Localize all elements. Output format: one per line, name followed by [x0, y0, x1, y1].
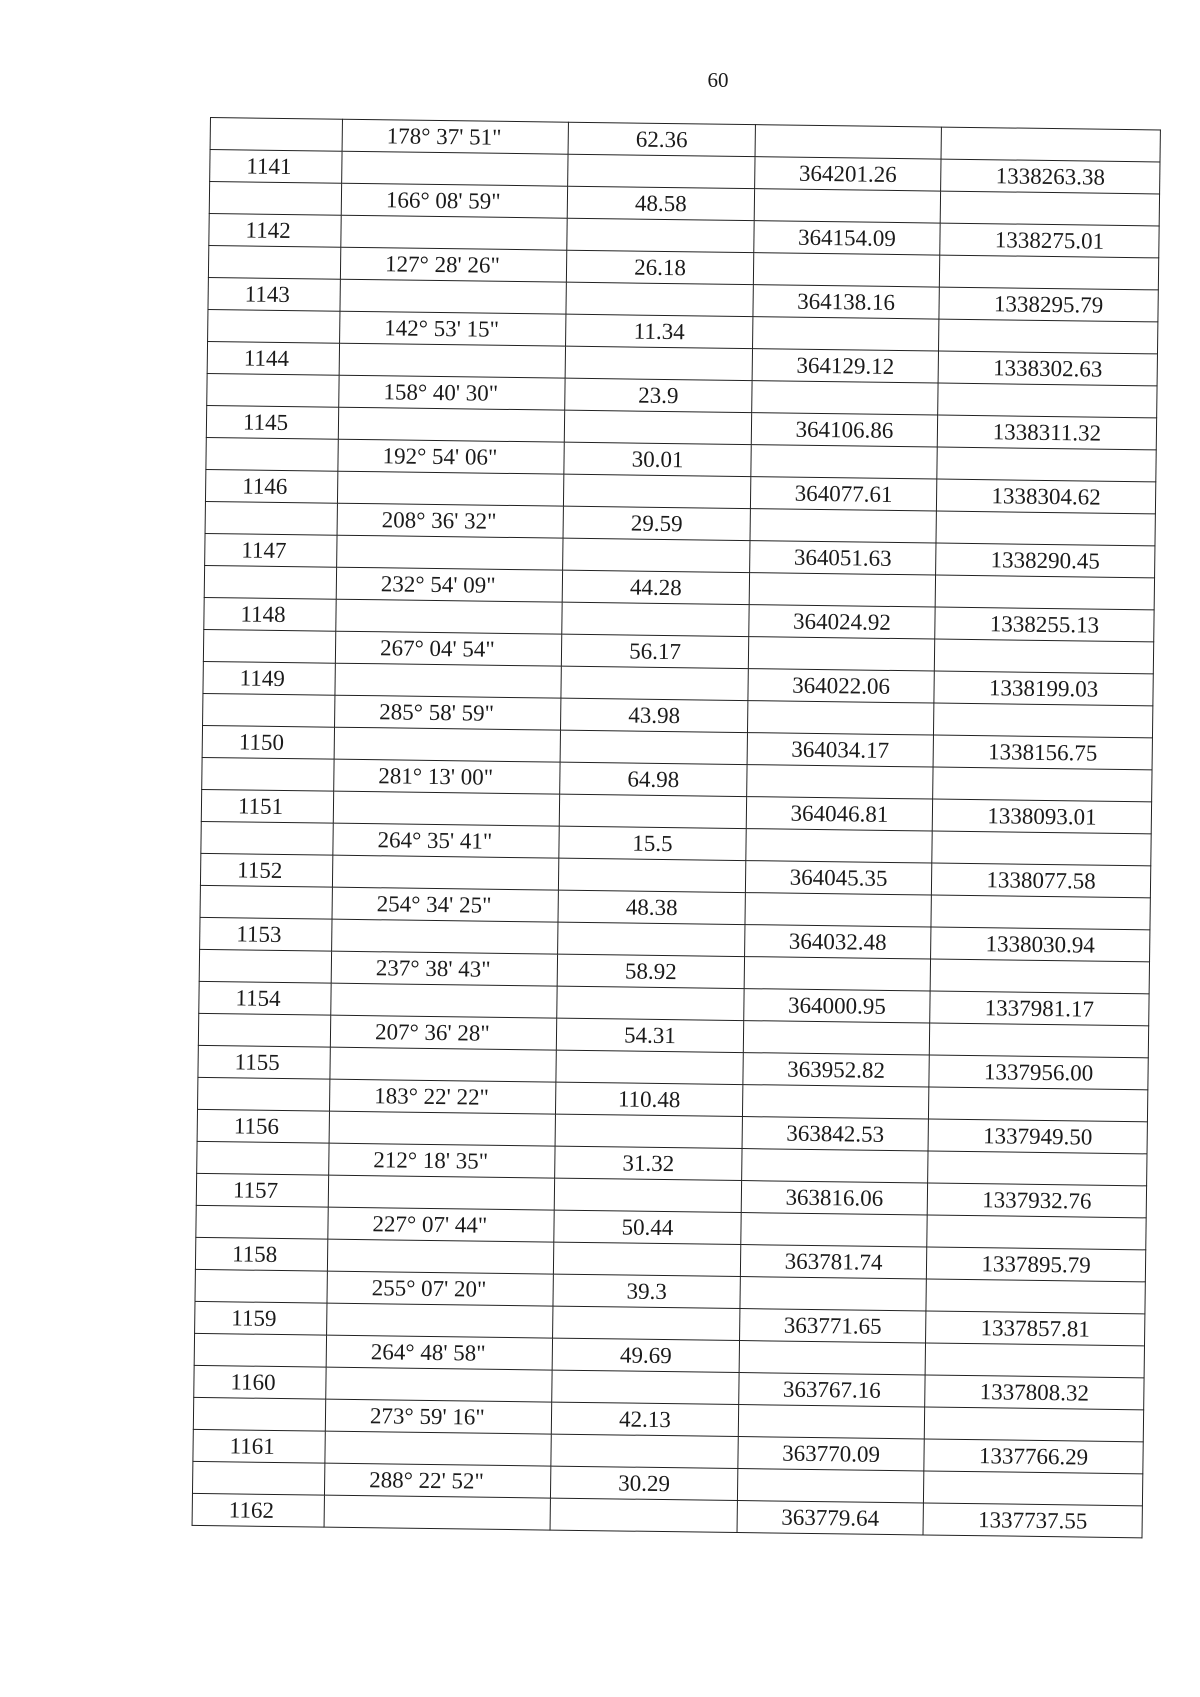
- easting-cell: [940, 191, 1159, 226]
- northing-cell: [744, 957, 930, 991]
- distance-cell: 62.36: [568, 122, 755, 156]
- station-cell: 1158: [195, 1237, 327, 1271]
- bearing-cell: 207° 36' 28": [330, 1015, 556, 1050]
- easting-cell: 1338093.01: [932, 799, 1151, 834]
- bearing-cell: [326, 1367, 552, 1402]
- northing-cell: [741, 1213, 927, 1247]
- northing-cell: 364024.92: [749, 605, 935, 639]
- station-cell: [203, 629, 335, 663]
- bearing-cell: [327, 1303, 553, 1338]
- distance-cell: [554, 1178, 741, 1212]
- station-cell: 1152: [200, 853, 332, 887]
- easting-cell: [933, 703, 1152, 738]
- bearing-cell: 208° 36' 32": [337, 503, 563, 538]
- station-cell: 1142: [209, 213, 341, 247]
- distance-cell: [556, 1050, 743, 1084]
- northing-cell: [754, 189, 940, 223]
- station-cell: 1161: [193, 1429, 325, 1463]
- bearing-cell: [336, 599, 562, 634]
- station-cell: 1154: [199, 981, 331, 1015]
- table-body: [192, 118, 1160, 1538]
- northing-cell: [747, 765, 933, 799]
- station-cell: 1157: [196, 1173, 328, 1207]
- bearing-cell: [332, 855, 558, 890]
- easting-cell: [938, 319, 1157, 354]
- station-cell: [198, 1013, 330, 1047]
- easting-cell: 1338290.45: [936, 543, 1155, 578]
- bearing-cell: 178° 37' 51": [342, 119, 568, 154]
- bearing-cell: [332, 919, 558, 954]
- distance-cell: [551, 1434, 738, 1468]
- easting-cell: 1338255.13: [935, 607, 1154, 642]
- easting-cell: [931, 895, 1150, 930]
- station-cell: 1162: [192, 1493, 324, 1527]
- easting-cell: 1338263.38: [941, 159, 1160, 194]
- distance-cell: 50.44: [554, 1210, 741, 1244]
- northing-cell: [753, 253, 939, 287]
- northing-cell: 363842.53: [742, 1117, 928, 1151]
- easting-cell: [933, 767, 1152, 802]
- northing-cell: [742, 1085, 928, 1119]
- bearing-cell: 158° 40' 30": [339, 375, 565, 410]
- distance-cell: 26.18: [566, 250, 753, 284]
- station-cell: [192, 1461, 324, 1495]
- northing-cell: [749, 573, 935, 607]
- distance-cell: [550, 1498, 737, 1532]
- station-cell: 1141: [210, 150, 342, 184]
- easting-cell: [929, 1023, 1148, 1058]
- easting-cell: 1338077.58: [931, 863, 1150, 898]
- bearing-cell: 142° 53' 15": [340, 311, 566, 346]
- page-number: 60: [707, 68, 729, 92]
- distance-cell: 44.28: [562, 570, 749, 604]
- distance-cell: [565, 346, 752, 380]
- station-cell: [207, 373, 339, 407]
- easting-cell: 1338311.32: [937, 415, 1156, 450]
- station-cell: 1159: [195, 1301, 327, 1335]
- northing-cell: [737, 1469, 923, 1503]
- bearing-cell: [342, 151, 568, 186]
- distance-cell: [552, 1370, 739, 1404]
- bearing-cell: [335, 663, 561, 698]
- easting-cell: [930, 959, 1149, 994]
- easting-cell: 1337981.17: [930, 991, 1149, 1026]
- northing-cell: 364034.17: [747, 733, 933, 767]
- easting-cell: 1338156.75: [933, 735, 1152, 770]
- northing-cell: 363779.64: [737, 1501, 923, 1535]
- distance-cell: 58.92: [557, 954, 744, 988]
- station-cell: [210, 118, 342, 152]
- northing-cell: 364129.12: [752, 349, 938, 383]
- bearing-cell: [328, 1175, 554, 1210]
- station-cell: [202, 757, 334, 791]
- distance-cell: 54.31: [556, 1018, 743, 1052]
- northing-cell: [740, 1277, 926, 1311]
- coordinate-table: [192, 117, 1161, 1538]
- bearing-cell: [325, 1431, 551, 1466]
- northing-cell: 364106.86: [751, 413, 937, 447]
- bearing-cell: [334, 727, 560, 762]
- bearing-cell: 166° 08' 59": [341, 183, 567, 218]
- easting-cell: [928, 1151, 1147, 1186]
- northing-cell: 364022.06: [748, 669, 934, 703]
- easting-cell: 1337932.76: [927, 1183, 1146, 1218]
- bearing-cell: 237° 38' 43": [331, 951, 557, 986]
- easting-cell: [937, 447, 1156, 482]
- distance-cell: 30.01: [564, 442, 751, 476]
- northing-cell: 364032.48: [745, 925, 931, 959]
- northing-cell: [755, 125, 941, 159]
- station-cell: [198, 1077, 330, 1111]
- bearing-cell: [333, 791, 559, 826]
- easting-cell: 1337808.32: [925, 1375, 1144, 1410]
- distance-cell: 43.98: [561, 698, 748, 732]
- station-cell: [209, 182, 341, 216]
- easting-cell: [936, 511, 1155, 546]
- northing-cell: 363781.74: [740, 1245, 926, 1279]
- distance-cell: 110.48: [555, 1082, 742, 1116]
- easting-cell: 1337766.29: [924, 1439, 1143, 1474]
- bearing-cell: [338, 407, 564, 442]
- station-cell: 1146: [205, 469, 337, 503]
- station-cell: 1144: [207, 341, 339, 375]
- easting-cell: 1337956.00: [929, 1055, 1148, 1090]
- distance-cell: [566, 282, 753, 316]
- distance-cell: 48.58: [567, 186, 754, 220]
- distance-cell: [562, 602, 749, 636]
- easting-cell: 1337895.79: [926, 1247, 1145, 1282]
- bearing-cell: 288° 22' 52": [324, 1463, 550, 1498]
- distance-cell: [564, 410, 751, 444]
- easting-cell: [923, 1471, 1142, 1506]
- distance-cell: [560, 730, 747, 764]
- bearing-cell: [329, 1111, 555, 1146]
- station-cell: [204, 565, 336, 599]
- station-cell: [205, 501, 337, 535]
- station-cell: [203, 693, 335, 727]
- station-cell: 1145: [206, 405, 338, 439]
- distance-cell: [563, 474, 750, 508]
- distance-cell: 56.17: [561, 634, 748, 668]
- distance-cell: [561, 666, 748, 700]
- station-cell: 1160: [194, 1365, 326, 1399]
- bearing-cell: 192° 54' 06": [338, 439, 564, 474]
- northing-cell: [738, 1405, 924, 1439]
- bearing-cell: 267° 04' 54": [335, 631, 561, 666]
- station-cell: 1155: [198, 1045, 330, 1079]
- easting-cell: [924, 1407, 1143, 1442]
- station-cell: [200, 885, 332, 919]
- bearing-cell: 183° 22' 22": [329, 1079, 555, 1114]
- northing-cell: 363771.65: [740, 1309, 926, 1343]
- easting-cell: 1338275.01: [940, 223, 1159, 258]
- easting-cell: [935, 575, 1154, 610]
- northing-cell: 364201.26: [755, 157, 941, 191]
- easting-cell: 1338030.94: [931, 927, 1150, 962]
- distance-cell: [559, 794, 746, 828]
- distance-cell: [558, 922, 745, 956]
- bearing-cell: 232° 54' 09": [336, 567, 562, 602]
- station-cell: 1148: [204, 597, 336, 631]
- northing-cell: [742, 1149, 928, 1183]
- bearing-cell: 227° 07' 44": [328, 1207, 554, 1242]
- station-cell: [199, 949, 331, 983]
- easting-cell: [927, 1215, 1146, 1250]
- easting-cell: 1338199.03: [934, 671, 1153, 706]
- northing-cell: [745, 893, 931, 927]
- distance-cell: 64.98: [560, 762, 747, 796]
- station-cell: [195, 1269, 327, 1303]
- northing-cell: 364045.35: [745, 861, 931, 895]
- bearing-cell: [330, 1047, 556, 1082]
- station-cell: 1156: [197, 1109, 329, 1143]
- easting-cell: 1338304.62: [936, 479, 1155, 514]
- distance-cell: 48.38: [558, 890, 745, 924]
- bearing-cell: [337, 471, 563, 506]
- northing-cell: [753, 317, 939, 351]
- distance-cell: [563, 538, 750, 572]
- northing-cell: 363767.16: [739, 1373, 925, 1407]
- bearing-cell: [331, 983, 557, 1018]
- northing-cell: [739, 1341, 925, 1375]
- distance-cell: 49.69: [552, 1338, 739, 1372]
- easting-cell: 1337737.55: [923, 1503, 1142, 1538]
- distance-cell: 11.34: [566, 314, 753, 348]
- bearing-cell: 285° 58' 59": [335, 695, 561, 730]
- bearing-cell: 281° 13' 00": [334, 759, 560, 794]
- distance-cell: 29.59: [563, 506, 750, 540]
- distance-cell: 15.5: [559, 826, 746, 860]
- northing-cell: [750, 509, 936, 543]
- station-cell: [193, 1397, 325, 1431]
- station-cell: [206, 437, 338, 471]
- distance-cell: [558, 858, 745, 892]
- easting-cell: 1338295.79: [939, 287, 1158, 322]
- station-cell: 1150: [202, 725, 334, 759]
- distance-cell: 23.9: [565, 378, 752, 412]
- northing-cell: [746, 829, 932, 863]
- northing-cell: 363952.82: [743, 1053, 929, 1087]
- easting-cell: [934, 639, 1153, 674]
- northing-cell: [743, 1021, 929, 1055]
- northing-cell: 364077.61: [750, 477, 936, 511]
- easting-cell: 1337949.50: [928, 1119, 1147, 1154]
- distance-cell: [567, 218, 754, 252]
- distance-cell: 31.32: [555, 1146, 742, 1180]
- northing-cell: [751, 445, 937, 479]
- northing-cell: [752, 381, 938, 415]
- northing-cell: [747, 701, 933, 735]
- bearing-cell: 254° 34' 25": [332, 887, 558, 922]
- bearing-cell: [337, 535, 563, 570]
- distance-cell: [557, 986, 744, 1020]
- northing-cell: 363816.06: [741, 1181, 927, 1215]
- easting-cell: 1337857.81: [926, 1311, 1145, 1346]
- easting-cell: [941, 127, 1160, 162]
- distance-cell: 42.13: [551, 1402, 738, 1436]
- station-cell: 1149: [203, 661, 335, 695]
- distance-cell: [555, 1114, 742, 1148]
- bearing-cell: 264° 48' 58": [326, 1335, 552, 1370]
- easting-cell: [938, 383, 1157, 418]
- distance-cell: 30.29: [550, 1466, 737, 1500]
- northing-cell: 364154.09: [754, 221, 940, 255]
- easting-cell: [932, 831, 1151, 866]
- northing-cell: [748, 637, 934, 671]
- northing-cell: 364046.81: [746, 797, 932, 831]
- station-cell: 1143: [208, 277, 340, 311]
- bearing-cell: [341, 215, 567, 250]
- northing-cell: 363770.09: [738, 1437, 924, 1471]
- easting-cell: [925, 1343, 1144, 1378]
- bearing-cell: [324, 1495, 550, 1530]
- station-cell: [194, 1333, 326, 1367]
- bearing-cell: 212° 18' 35": [329, 1143, 555, 1178]
- bearing-cell: 255° 07' 20": [327, 1271, 553, 1306]
- station-cell: [196, 1205, 328, 1239]
- easting-cell: [926, 1279, 1145, 1314]
- bearing-cell: [340, 279, 566, 314]
- bearing-cell: [339, 343, 565, 378]
- station-cell: 1147: [205, 533, 337, 567]
- northing-cell: 364138.16: [753, 285, 939, 319]
- station-cell: 1151: [201, 789, 333, 823]
- easting-cell: [939, 255, 1158, 290]
- easting-cell: [928, 1087, 1147, 1122]
- station-cell: [197, 1141, 329, 1175]
- bearing-cell: 273° 59' 16": [325, 1399, 551, 1434]
- station-cell: [208, 245, 340, 279]
- bearing-cell: [327, 1239, 553, 1274]
- station-cell: 1153: [200, 917, 332, 951]
- distance-cell: [568, 154, 755, 188]
- distance-cell: 39.3: [553, 1274, 740, 1308]
- bearing-cell: 127° 28' 26": [340, 247, 566, 282]
- northing-cell: 364051.63: [750, 541, 936, 575]
- northing-cell: 364000.95: [744, 989, 930, 1023]
- station-cell: [208, 309, 340, 343]
- distance-cell: [553, 1306, 740, 1340]
- easting-cell: 1338302.63: [938, 351, 1157, 386]
- station-cell: [201, 821, 333, 855]
- distance-cell: [553, 1242, 740, 1276]
- bearing-cell: 264° 35' 41": [333, 823, 559, 858]
